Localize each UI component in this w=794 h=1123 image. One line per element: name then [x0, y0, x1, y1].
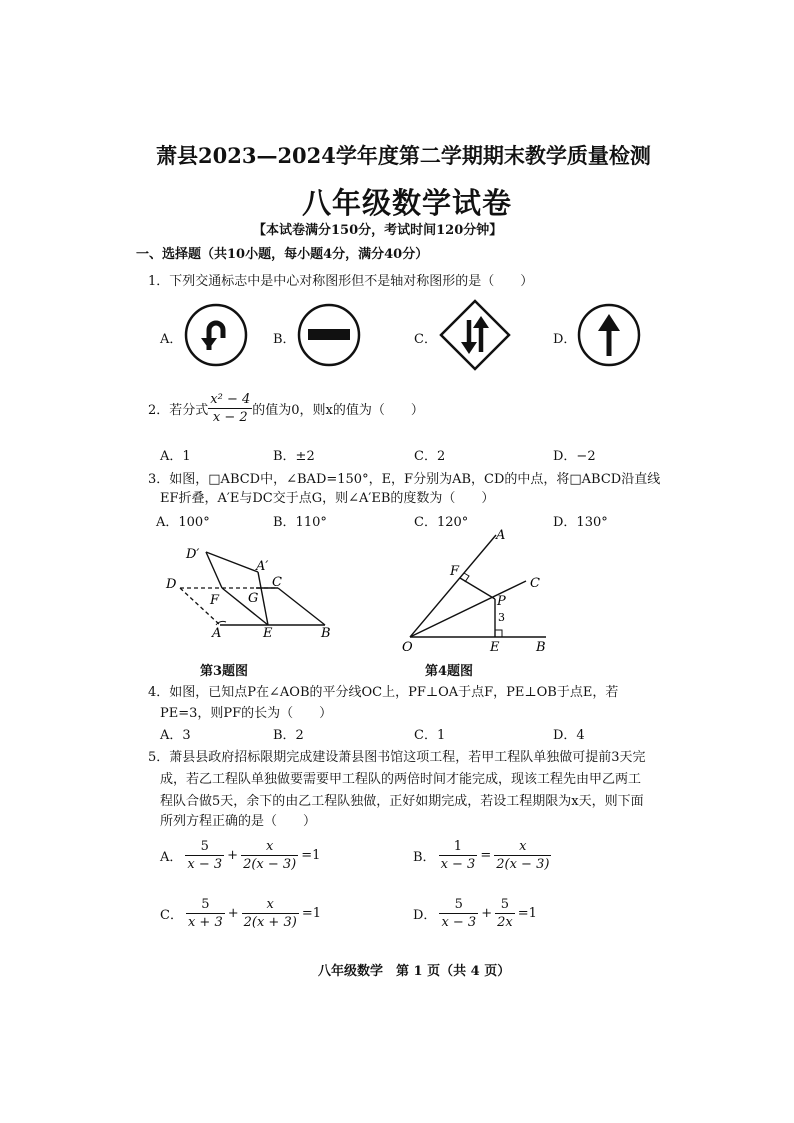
q5-option-d-label: D． [413, 908, 437, 923]
q5-stem-line3: 程队合做5天，余下的由乙工程队独做，正好如期完成，若设工程期限为x天，则下面 [160, 794, 644, 809]
q3-option-b: B．110° [273, 515, 327, 530]
q4-ray-oa [410, 535, 496, 637]
q2-option-a: A．1 [160, 449, 191, 464]
q5-option-b-fraction-2 [494, 838, 551, 873]
numerator: 1 [439, 838, 478, 856]
q4-label-e: E [490, 640, 500, 655]
q5-option-d-fraction-2 [495, 896, 515, 931]
denominator: x − 3 [440, 857, 476, 872]
q5-option-c-label: C． [160, 908, 183, 923]
u-turn-sign-icon [183, 302, 249, 368]
q2-fraction-denominator: x − 2 [212, 410, 248, 425]
q5-option-b [413, 838, 551, 873]
q5-option-a-fraction-2 [241, 838, 298, 873]
q4-option-b: B．2 [273, 728, 304, 743]
q5-option-b-fraction-1 [439, 838, 478, 873]
q5-stem-line2: 成，若乙工程队单独做要需要甲工程队的两倍时间才能完成，现该工程先由甲乙两工 [160, 772, 642, 787]
q4-stem-line1: 4．如图，已知点P在∠AOB的平分线OC上，PF⊥OA于点F，PE⊥OB于点E，若 [148, 685, 619, 700]
numerator: x [241, 838, 298, 856]
exam-note: 【本试卷满分150分，考试时间120分钟】 [253, 223, 503, 238]
rhs: =1 [301, 848, 321, 863]
q3-figure [160, 540, 350, 650]
q3-label-f: F [210, 593, 220, 608]
q5-option-a [160, 838, 320, 873]
operator: = [480, 848, 492, 863]
q4-label-b: B [536, 640, 546, 655]
q4-label-p: P [497, 594, 506, 609]
q4-label-f: F [450, 564, 460, 579]
q3-label-e: E [263, 626, 273, 641]
q4-stem-line2: PE=3，则PF的长为（ ） [160, 706, 333, 721]
q3-option-d: D．130° [553, 515, 608, 530]
q4-ray-oc [410, 581, 526, 637]
q2-option-b: B．±2 [273, 449, 315, 464]
q3-label-d: D [166, 577, 177, 592]
q1-label-d: D． [553, 332, 577, 347]
q5-option-c-fraction-1 [186, 896, 225, 931]
q2-stem-prefix: 2．若分式 [148, 403, 209, 418]
q3-label-a-prime: A′ [256, 559, 269, 574]
q2-stem-suffix: 的值为0，则x的值为（ ） [252, 403, 424, 418]
rhs: =1 [301, 906, 321, 921]
q3-label-c: C [272, 575, 282, 590]
numerator: 5 [186, 896, 225, 914]
q3-segment-a-prime-e [258, 572, 268, 625]
exam-title: 萧县2023—2024学年度第二学期期末教学质量检测 [156, 143, 651, 168]
denominator: 2x [497, 915, 513, 930]
q5-option-b-label: B． [413, 850, 436, 865]
q4-label-3: 3 [498, 611, 505, 624]
two-way-traffic-sign-icon [438, 298, 512, 372]
q2-option-c: C．2 [414, 449, 446, 464]
q4-label-a: A [496, 528, 506, 543]
q1-stem: 1．下列交通标志中是中心对称图形但不是轴对称图形的是（ ） [148, 274, 534, 289]
q5-stem-line4: 所列方程正确的是（ ） [160, 814, 317, 829]
q3-label-d-prime: D′ [186, 547, 200, 562]
q3-stem-line1: 3．如图，□ABCD中，∠BAD=150°，E，F分别为AB，CD的中点，将□ABCD沿直线 [148, 472, 661, 487]
q5-option-c-fraction-2 [242, 896, 299, 931]
numerator: 5 [439, 896, 478, 914]
numerator: 5 [185, 838, 224, 856]
q4-figure [398, 527, 558, 657]
q3-segment-cb [278, 588, 325, 625]
q3-label-g: G [248, 591, 259, 606]
q4-right-angle-e [495, 630, 502, 637]
numerator: 5 [495, 896, 515, 914]
denominator: x − 3 [187, 857, 223, 872]
no-entry-sign-icon [296, 302, 362, 368]
q3-segment-fe [222, 588, 268, 625]
section-heading: 一、选择题（共10小题，每小题4分，满分40分） [136, 247, 429, 262]
q4-option-c: C．1 [414, 728, 446, 743]
q3-label-b: B [321, 626, 331, 641]
q2-option-d: D．−2 [553, 449, 596, 464]
q1-label-c: C． [414, 332, 437, 347]
q3-figure-caption: 第3题图 [200, 664, 249, 679]
q4-label-c: C [530, 576, 540, 591]
q5-option-a-fraction-1 [185, 838, 224, 873]
q3-option-a: A．100° [156, 515, 210, 530]
q3-option-c: C．120° [414, 515, 469, 530]
q5-option-d [413, 896, 537, 931]
operator: + [227, 848, 239, 863]
q3-label-a: A [212, 626, 222, 641]
q2-fraction-numerator: x² − 4 [210, 392, 251, 407]
q5-option-d-fraction-1 [439, 896, 478, 931]
page-footer: 八年级数学 第 1 页（共 4 页） [318, 964, 511, 979]
denominator: 2(x − 3) [496, 857, 550, 872]
denominator: x − 3 [441, 915, 477, 930]
numerator: x [242, 896, 299, 914]
q1-label-b: B． [273, 332, 296, 347]
q2-fraction [208, 391, 252, 426]
q4-option-d: D．4 [553, 728, 585, 743]
operator: + [227, 906, 239, 921]
q4-option-a: A．3 [160, 728, 191, 743]
q2-stem [148, 391, 424, 426]
q1-label-a: A． [160, 332, 183, 347]
numerator: x [494, 838, 551, 856]
denominator: 2(x + 3) [243, 915, 297, 930]
denominator: x + 3 [187, 915, 223, 930]
straight-ahead-sign-icon [576, 302, 642, 368]
q5-option-c [160, 896, 321, 931]
q4-figure-caption: 第4题图 [425, 664, 474, 679]
denominator: 2(x − 3) [243, 857, 297, 872]
paper-title: 八年级数学试卷 [302, 186, 513, 220]
q5-option-a-label: A． [160, 850, 183, 865]
rhs: =1 [517, 906, 537, 921]
q4-label-o: O [402, 640, 413, 655]
operator: + [481, 906, 493, 921]
q3-stem-line2: EF折叠，A′E与DC交于点G，则∠A′EB的度数为（ ） [160, 491, 495, 506]
q5-stem-line1: 5．萧县县政府招标限期完成建设萧县图书馆这项工程，若甲工程队单独做可提前3天完 [148, 750, 646, 765]
